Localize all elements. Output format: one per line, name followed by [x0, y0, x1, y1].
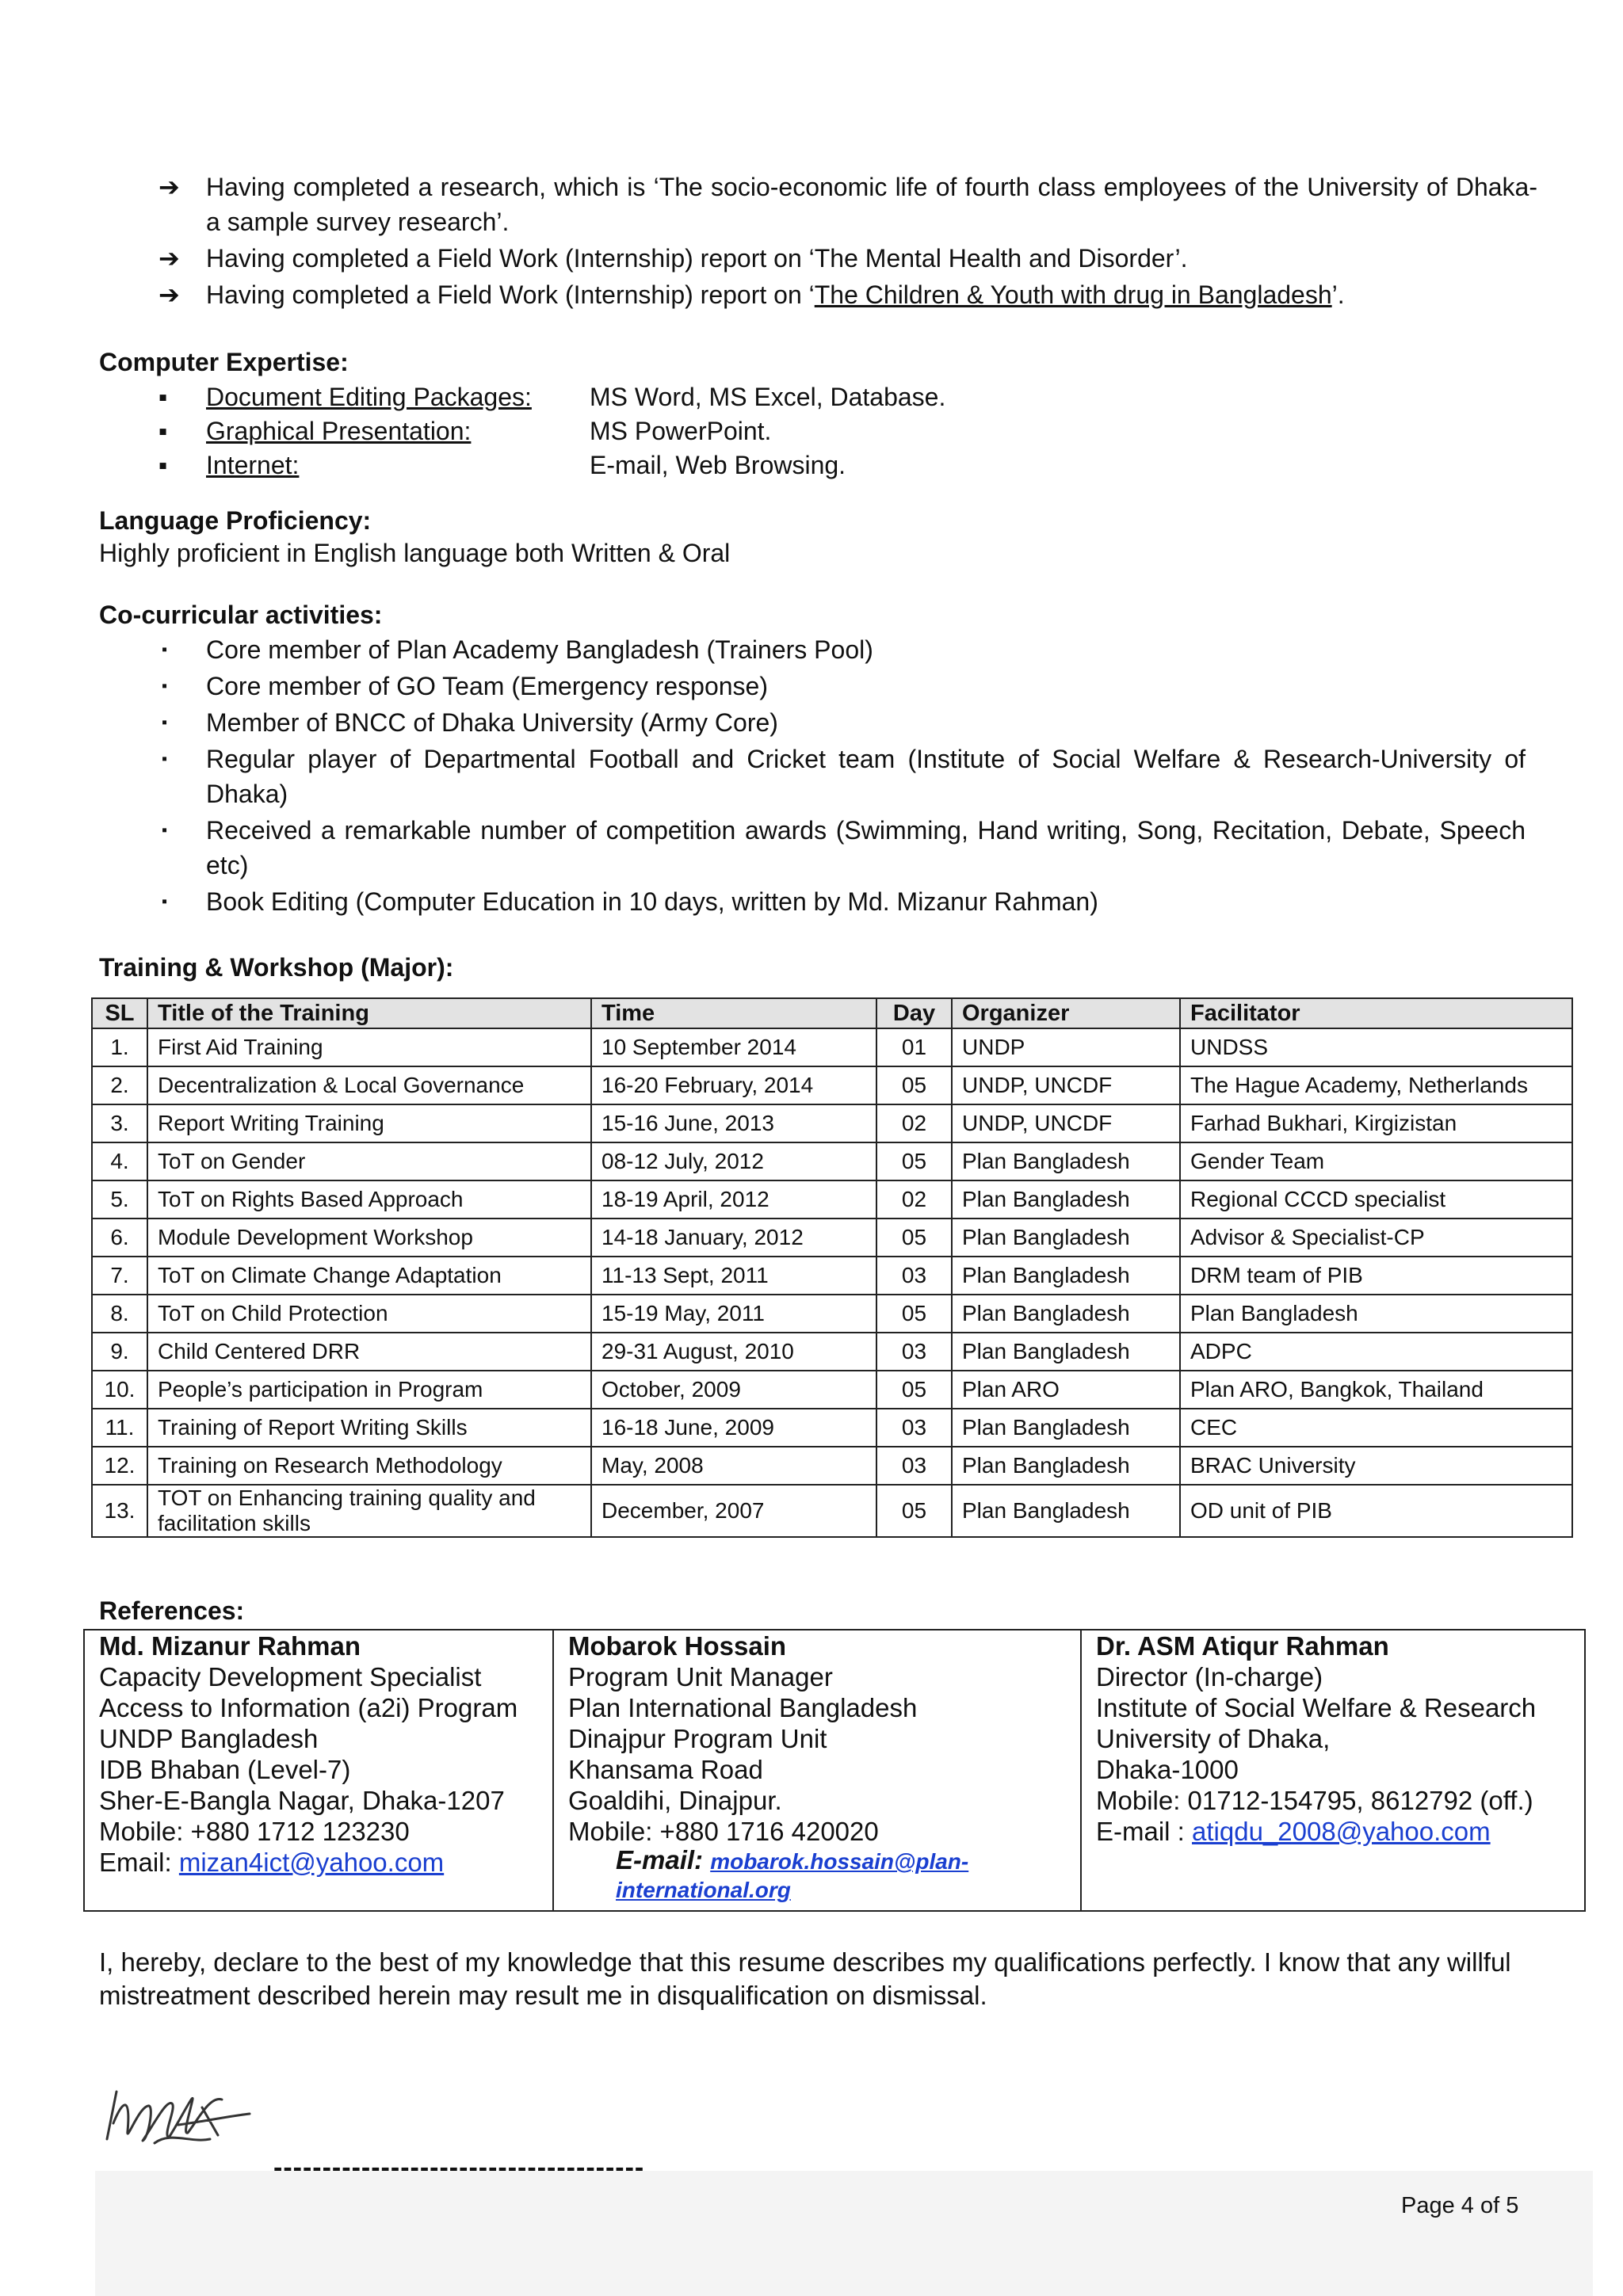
table-cell: December, 2007	[591, 1485, 876, 1537]
square-bullet-icon: ▪	[162, 822, 168, 839]
scan-shade	[95, 2171, 1593, 2296]
table-row	[92, 1028, 1572, 1066]
table-cell: Farhad Bukhari, Kirgizistan	[1180, 1104, 1572, 1142]
signature-image	[99, 2076, 258, 2163]
list-item: ▪ Received a remarkable number of competition awards (Swimming, Hand writing, Song, Recitation, Debate, Speech etc)	[158, 813, 1526, 883]
table-row	[92, 1485, 1572, 1537]
page-number: Page 4 of 5	[1401, 2193, 1519, 2218]
skill-label: Graphical Presentation:	[206, 417, 472, 445]
computer-expertise-heading: Computer Expertise:	[99, 348, 349, 376]
reference-line: Program Unit Manager	[568, 1662, 833, 1691]
reference-name: Dr. ASM Atiqur Rahman	[1096, 1631, 1389, 1661]
table-cell: Training on Research Methodology	[147, 1447, 591, 1485]
table-cell: 05	[876, 1066, 952, 1104]
table-cell: 05	[876, 1485, 952, 1537]
reference-email: E-mail : atiqdu_2008@yahoo.com	[1096, 1817, 1491, 1846]
table-row	[92, 1219, 1572, 1257]
reference-name: Mobarok Hossain	[568, 1631, 787, 1661]
table-cell: October, 2009	[591, 1371, 876, 1409]
table-cell: CEC	[1180, 1409, 1572, 1447]
square-bullet-icon: ▪	[162, 677, 168, 695]
reference-line: Institute of Social Welfare & Research	[1096, 1693, 1537, 1722]
square-bullet-icon: ▪	[158, 383, 168, 411]
references-heading: References:	[99, 1596, 245, 1625]
table-cell: 11-13 Sept, 2011	[591, 1257, 876, 1295]
table-cell: 16-18 June, 2009	[591, 1409, 876, 1447]
table-cell: Plan Bangladesh	[952, 1333, 1180, 1371]
table-cell: 02	[876, 1180, 952, 1219]
table-cell: The Hague Academy, Netherlands	[1180, 1066, 1572, 1104]
reference-line: Plan International Bangladesh	[568, 1693, 918, 1722]
signature-line: --------------------------------------	[273, 2153, 645, 2183]
language-text: Highly proficient in English language both Written & Oral	[99, 539, 731, 567]
reference-line: Dhaka-1000	[1096, 1755, 1239, 1784]
table-cell: 4.	[92, 1142, 147, 1180]
table-cell: 18-19 April, 2012	[591, 1180, 876, 1219]
arrow-bullet-icon: ➔	[158, 173, 180, 201]
training-heading: Training & Workshop (Major):	[99, 953, 454, 982]
arrow-bullet-icon: ➔	[158, 280, 180, 309]
reference-line: Director (In-charge)	[1096, 1662, 1323, 1691]
table-cell: 03	[876, 1409, 952, 1447]
reference-name: Md. Mizanur Rahman	[99, 1631, 361, 1661]
column-header: Title of the Training	[147, 998, 591, 1028]
table-cell: 14-18 January, 2012	[591, 1219, 876, 1257]
list-item: ▪ Book Editing (Computer Education in 10 days, written by Md. Mizanur Rahman)	[158, 884, 1526, 919]
skill-value: MS Word, MS Excel, Database.	[590, 383, 946, 411]
table-cell: OD unit of PIB	[1180, 1485, 1572, 1537]
table-cell: Plan Bangladesh	[952, 1219, 1180, 1257]
table-cell: 10 September 2014	[591, 1028, 876, 1066]
table-cell: 13.	[92, 1485, 147, 1537]
table-cell: 02	[876, 1104, 952, 1142]
computer-skills-list	[158, 380, 945, 482]
table-cell: UNDSS	[1180, 1028, 1572, 1066]
table-cell: 16-20 February, 2014	[591, 1066, 876, 1104]
reference-line: UNDP Bangladesh	[99, 1724, 319, 1753]
skill-label: Internet:	[206, 451, 300, 479]
table-cell: Training of Report Writing Skills	[147, 1409, 591, 1447]
training-table-body	[92, 1028, 1572, 1537]
list-item: ▪ Core member of GO Team (Emergency response)	[158, 669, 1526, 704]
table-row	[92, 1104, 1572, 1142]
table-cell: 12.	[92, 1447, 147, 1485]
reference-line: Dinajpur Program Unit	[568, 1724, 827, 1753]
cocurricular-heading: Co-curricular activities:	[99, 601, 383, 629]
table-cell: 11.	[92, 1409, 147, 1447]
email-link[interactable]: mobarok.hossain@plan-international.org	[616, 1849, 969, 1902]
list-item: ▪ Regular player of Departmental Football and Cricket team (Institute of Social Welfare & Research-University of Dhaka)	[158, 742, 1526, 811]
column-header: Facilitator	[1180, 998, 1572, 1028]
table-cell: 3.	[92, 1104, 147, 1142]
reference-line: Mobile: +880 1712 123230	[99, 1817, 410, 1846]
table-cell: Plan Bangladesh	[952, 1409, 1180, 1447]
square-bullet-icon: ▪	[162, 714, 168, 731]
table-cell: ToT on Child Protection	[147, 1295, 591, 1333]
table-cell: 05	[876, 1371, 952, 1409]
table-cell: ToT on Gender	[147, 1142, 591, 1180]
table-cell: 05	[876, 1219, 952, 1257]
table-row	[92, 1257, 1572, 1295]
table-row	[92, 1066, 1572, 1104]
table-cell: 9.	[92, 1333, 147, 1371]
table-cell: 01	[876, 1028, 952, 1066]
table-cell: Decentralization & Local Governance	[147, 1066, 591, 1104]
list-item: ➔ Having completed a Field Work (Internship) report on ‘The Children & Youth with drug in Bangladesh’.	[158, 277, 1537, 312]
table-cell: Plan Bangladesh	[952, 1180, 1180, 1219]
table-row	[92, 1409, 1572, 1447]
table-cell: Plan Bangladesh	[952, 1142, 1180, 1180]
table-cell: Child Centered DRR	[147, 1333, 591, 1371]
reference-line: Access to Information (a2i) Program	[99, 1693, 518, 1722]
table-cell: UNDP, UNCDF	[952, 1066, 1180, 1104]
language-heading: Language Proficiency:	[99, 506, 372, 535]
research-list	[158, 170, 1537, 314]
reference-card	[1081, 1630, 1585, 1911]
table-cell: 05	[876, 1142, 952, 1180]
square-bullet-icon: ▪	[162, 641, 168, 658]
skill-label: Document Editing Packages:	[206, 383, 532, 411]
table-cell: 6.	[92, 1219, 147, 1257]
table-cell: 10.	[92, 1371, 147, 1409]
table-cell: TOT on Enhancing training quality and facilitation skills	[147, 1485, 591, 1537]
declaration-text: I, hereby, declare to the best of my knowledge that this resume describes my qualifications perfectly. I know that any willful mistreatment described herein may result me in disqualification on dismissal.	[99, 1947, 1511, 2010]
table-cell: Report Writing Training	[147, 1104, 591, 1142]
table-cell: May, 2008	[591, 1447, 876, 1485]
column-header: Time	[591, 998, 876, 1028]
skill-row	[158, 380, 945, 414]
table-cell: Module Development Workshop	[147, 1219, 591, 1257]
skill-value: MS PowerPoint.	[590, 417, 772, 445]
reference-email: E-mail: mobarok.hossain@plan-international.org	[616, 1845, 969, 1902]
table-row	[92, 1333, 1572, 1371]
table-row	[92, 1180, 1572, 1219]
table-cell: Plan ARO, Bangkok, Thailand	[1180, 1371, 1572, 1409]
table-cell: 03	[876, 1447, 952, 1485]
list-item: ▪ Member of BNCC of Dhaka University (Army Core)	[158, 705, 1526, 740]
table-cell: 2.	[92, 1066, 147, 1104]
reference-line: Mobile: 01712-154795, 8612792 (off.)	[1096, 1786, 1533, 1815]
table-row	[92, 1371, 1572, 1409]
table-row	[92, 1447, 1572, 1485]
table-cell: 1.	[92, 1028, 147, 1066]
skill-row	[158, 414, 945, 448]
square-bullet-icon: ▪	[158, 417, 168, 445]
table-cell: Regional CCCD specialist	[1180, 1180, 1572, 1219]
cocurricular-list	[158, 632, 1526, 921]
table-cell: Plan ARO	[952, 1371, 1180, 1409]
list-item: ▪ Core member of Plan Academy Bangladesh (Trainers Pool)	[158, 632, 1526, 667]
reference-card	[84, 1630, 553, 1911]
table-cell: Plan Bangladesh	[1180, 1295, 1572, 1333]
table-cell: ToT on Rights Based Approach	[147, 1180, 591, 1219]
references-table	[83, 1629, 1586, 1912]
table-cell: 15-16 June, 2013	[591, 1104, 876, 1142]
email-link[interactable]: atiqdu_2008@yahoo.com	[1192, 1817, 1491, 1846]
reference-email: Email: mizan4ict@yahoo.com	[99, 1848, 445, 1877]
skill-row	[158, 448, 945, 482]
table-cell: 05	[876, 1295, 952, 1333]
table-header-row	[92, 998, 1572, 1028]
reference-line: IDB Bhaban (Level-7)	[99, 1755, 351, 1784]
table-cell: 03	[876, 1333, 952, 1371]
underlined-title: The Children & Youth with drug in Bangladesh	[814, 280, 1332, 309]
reference-line: Sher-E-Bangla Nagar, Dhaka-1207	[99, 1786, 505, 1815]
reference-line: Goaldihi, Dinajpur.	[568, 1786, 782, 1815]
table-row	[92, 1142, 1572, 1180]
reference-card	[553, 1630, 1081, 1911]
table-cell: UNDP, UNCDF	[952, 1104, 1180, 1142]
table-cell: 15-19 May, 2011	[591, 1295, 876, 1333]
table-cell: UNDP	[952, 1028, 1180, 1066]
table-cell: People’s participation in Program	[147, 1371, 591, 1409]
table-cell: BRAC University	[1180, 1447, 1572, 1485]
table-cell: Plan Bangladesh	[952, 1257, 1180, 1295]
column-header: Organizer	[952, 998, 1180, 1028]
square-bullet-icon: ▪	[158, 451, 168, 479]
square-bullet-icon: ▪	[162, 750, 168, 768]
square-bullet-icon: ▪	[162, 893, 168, 910]
table-cell: Plan Bangladesh	[952, 1485, 1180, 1537]
list-item: ➔ Having completed a Field Work (Internship) report on ‘The Mental Health and Disorder’.	[158, 241, 1537, 276]
table-cell: Plan Bangladesh	[952, 1295, 1180, 1333]
table-cell: Plan Bangladesh	[952, 1447, 1180, 1485]
training-table	[91, 997, 1573, 1538]
skill-value: E-mail, Web Browsing.	[590, 451, 846, 479]
table-cell: Gender Team	[1180, 1142, 1572, 1180]
table-cell: 03	[876, 1257, 952, 1295]
arrow-bullet-icon: ➔	[158, 244, 180, 273]
table-cell: DRM team of PIB	[1180, 1257, 1572, 1295]
reference-line: Mobile: +880 1716 420020	[568, 1817, 879, 1846]
reference-line: Capacity Development Specialist	[99, 1662, 482, 1691]
column-header: Day	[876, 998, 952, 1028]
table-cell: ToT on Climate Change Adaptation	[147, 1257, 591, 1295]
table-cell: 5.	[92, 1180, 147, 1219]
references-row	[84, 1630, 1585, 1911]
list-item: ➔ Having completed a research, which is ‘The socio-economic life of fourth class employees of the University of Dhaka- a sample survey research’.	[158, 170, 1537, 239]
table-cell: Advisor & Specialist-CP	[1180, 1219, 1572, 1257]
column-header: SL	[92, 998, 147, 1028]
reference-line: University of Dhaka,	[1096, 1724, 1331, 1753]
table-cell: First Aid Training	[147, 1028, 591, 1066]
table-cell: 8.	[92, 1295, 147, 1333]
table-cell: ADPC	[1180, 1333, 1572, 1371]
table-cell: 7.	[92, 1257, 147, 1295]
table-row	[92, 1295, 1572, 1333]
table-cell: 29-31 August, 2010	[591, 1333, 876, 1371]
email-link[interactable]: mizan4ict@yahoo.com	[178, 1848, 445, 1877]
reference-line: Khansama Road	[568, 1755, 763, 1784]
table-cell: 08-12 July, 2012	[591, 1142, 876, 1180]
